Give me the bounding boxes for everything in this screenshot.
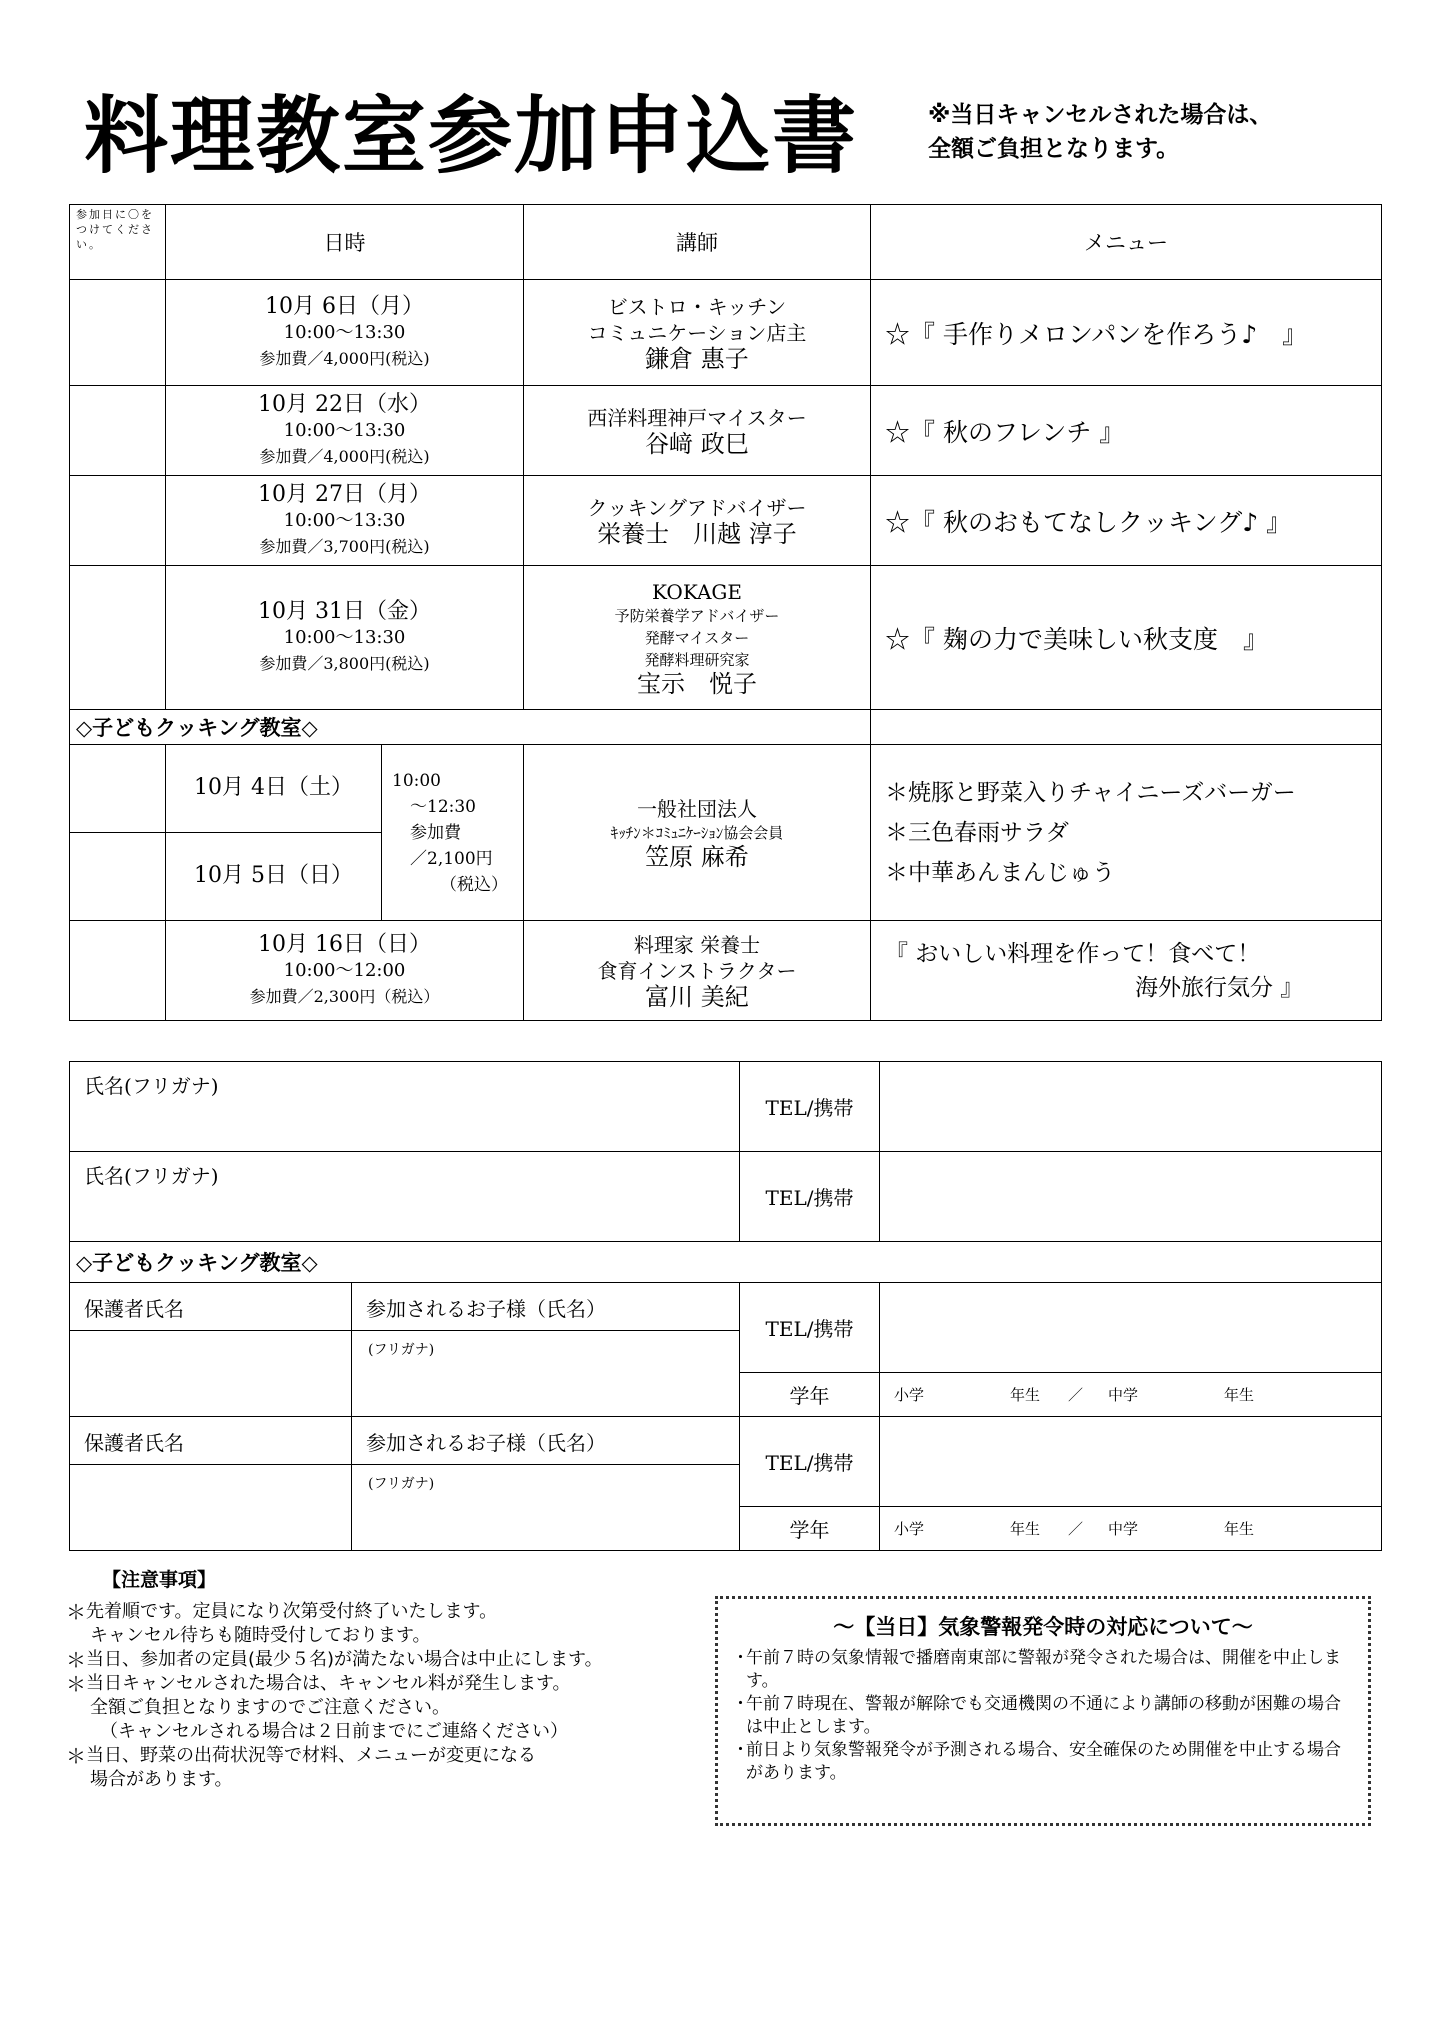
bullet-icon: ・ [732, 1648, 749, 1668]
furigana-label: (フリガナ) [368, 1342, 435, 1358]
application-form [69, 1061, 1382, 1551]
menu-header: メニュー [871, 205, 1382, 280]
special-menu-line: 『 おいしい料理を作って！食べて！ [885, 940, 1261, 967]
asterisk-icon: ＊ [66, 1648, 86, 1672]
class-fee: 参加費／4,000円(税込) [259, 348, 430, 368]
class-datetime [166, 476, 524, 566]
class-row [70, 280, 1382, 386]
class-date: 10月 31日（金） [258, 598, 431, 624]
note-item [66, 1768, 706, 1792]
weather-text: 前日より気象警報発令が予測される場合、安全確保のため開催を中止する場合があります。 [746, 1740, 1341, 1783]
page-title: 料理教室参加申込書 [84, 87, 859, 185]
class-date: 10月 27日（月） [258, 481, 431, 507]
instructor-title: クッキングアドバイザー [587, 495, 807, 520]
grade-field[interactable] [880, 1507, 1382, 1551]
instructor-name: 鎌倉 惠子 [645, 344, 749, 373]
bullet-icon: ・ [732, 1694, 749, 1714]
instructor-title: 料理家 栄養士 [633, 932, 761, 957]
class-fee: 参加費／3,800円(税込) [259, 653, 430, 673]
check-cell[interactable] [70, 386, 166, 476]
form-kids-section-title: ◇子どもクッキング教室◇ [70, 1242, 1382, 1283]
special-date: 10月 16日（日） [258, 931, 431, 957]
grade-field[interactable] [880, 1373, 1382, 1417]
grade-junior: 中学 [1108, 1386, 1139, 1404]
child-name-field[interactable] [352, 1465, 740, 1551]
note-item [66, 1600, 706, 1624]
class-time: 10:00〜13:30 [283, 626, 406, 648]
check-cell[interactable] [70, 566, 166, 710]
instructor-name: 富川 美紀 [645, 982, 749, 1011]
cancel-note [928, 98, 1272, 166]
name-field[interactable] [70, 1062, 740, 1152]
schedule-table [69, 204, 1382, 1021]
kids-date [166, 833, 382, 921]
special-datetime [166, 921, 524, 1021]
special-menu [871, 921, 1382, 1021]
tel-label: TEL/携帯 [740, 1062, 880, 1152]
class-instructor [524, 386, 871, 476]
note-text: 当日キャンセルされた場合は、キャンセル料が発生します。 [86, 1673, 571, 1694]
special-row [70, 921, 1382, 1021]
asterisk-icon: ＊ [66, 1600, 86, 1624]
adult-row [70, 1152, 1382, 1242]
grade-label: 学年 [740, 1373, 880, 1417]
name-label: 氏名(フリガナ) [84, 1164, 219, 1188]
kids-section-title: ◇子どもクッキング教室◇ [70, 710, 871, 745]
note-text: 全額ご負担となりますのでご注意ください。 [90, 1697, 450, 1718]
tel-label: TEL/携帯 [740, 1417, 880, 1507]
grade-year: 年生 [1010, 1520, 1041, 1538]
special-fee: 参加費／2,300円（税込） [249, 986, 440, 1006]
class-instructor [524, 280, 871, 386]
instructor-title: 予防栄養学アドバイザー [614, 606, 780, 625]
kids-fee: （税込） [440, 874, 508, 895]
instructor-title: 一般社団法人 [637, 796, 757, 821]
check-cell[interactable] [70, 921, 166, 1021]
cancel-note-line: 全額ご負担となります。 [928, 136, 1180, 162]
special-menu-line: 海外旅行気分 』 [1135, 974, 1304, 1001]
grade-elementary: 小学 [894, 1386, 925, 1404]
check-header: 参加日に〇をつけてください。 [70, 205, 166, 280]
check-cell[interactable] [70, 476, 166, 566]
kids-section-row [70, 710, 1382, 745]
blank-cell [871, 710, 1382, 745]
kids-menu-item: ＊焼豚と野菜入りチャイニーズバーガー [885, 779, 1296, 806]
note-item [66, 1648, 706, 1672]
notes-heading: 【注意事項】 [102, 1569, 217, 1591]
kids-form-row [70, 1283, 1382, 1331]
weather-item [732, 1739, 1354, 1785]
class-datetime [166, 280, 524, 386]
class-menu: ☆『 手作りメロンパンを作ろう♪ 』 [871, 280, 1382, 386]
class-time: 10:00〜13:30 [283, 509, 406, 531]
instructor-title: 西洋料理神戸マイスター [587, 405, 807, 430]
tel-label: TEL/携帯 [740, 1283, 880, 1373]
kids-row [70, 745, 1382, 833]
instructor-title: ｷｯﾁﾝ＊ｺﾐｭﾆｹｰｼｮﾝ協会会員 [610, 823, 784, 842]
instructor-name: 笠原 麻希 [645, 842, 749, 871]
class-datetime [166, 566, 524, 710]
kids-fee: 参加費 [410, 822, 461, 843]
instructor-name: 谷﨑 政巳 [645, 429, 749, 458]
grade-junior: 中学 [1108, 1520, 1139, 1538]
class-row [70, 476, 1382, 566]
name-field[interactable] [70, 1152, 740, 1242]
furigana-label: (フリガナ) [368, 1476, 435, 1492]
note-text: （キャンセルされる場合は２日前までにご連絡ください） [100, 1721, 568, 1742]
check-cell[interactable] [70, 280, 166, 386]
adult-row [70, 1062, 1382, 1152]
weather-warning-box [715, 1596, 1371, 1826]
check-cell[interactable] [70, 745, 166, 833]
child-label: 参加されるお子様（氏名） [352, 1417, 740, 1465]
weather-item [732, 1647, 1354, 1693]
instructor-header: 講師 [524, 205, 871, 280]
class-fee: 参加費／3,700円(税込) [259, 536, 430, 556]
bullet-icon: ・ [732, 1740, 749, 1760]
weather-title: 〜【当日】気象警報発令時の対応について〜 [833, 1615, 1253, 1639]
note-item [66, 1744, 706, 1768]
tel-label: TEL/携帯 [740, 1152, 880, 1242]
class-menu: ☆『 麹の力で美味しい秋支度 』 [871, 566, 1382, 710]
check-cell[interactable] [70, 833, 166, 921]
name-label: 氏名(フリガナ) [84, 1074, 219, 1098]
instructor-title: KOKAGE [652, 579, 742, 604]
special-instructor [524, 921, 871, 1021]
note-text: 場合があります。 [90, 1769, 233, 1790]
cancel-note-line: ※当日キャンセルされた場合は、 [928, 102, 1273, 128]
note-item [66, 1672, 706, 1696]
instructor-title: コミュニケーション店主 [587, 320, 807, 345]
kids-fee: ／2,100円 [410, 848, 493, 869]
class-row [70, 386, 1382, 476]
kids-time: 10:00 [392, 770, 441, 791]
class-date: 10月 22日（水） [258, 391, 431, 417]
instructor-title: 発酵マイスター [644, 628, 750, 647]
guardian-name-field[interactable] [70, 1331, 352, 1417]
kids-menu-item: ＊中華あんまんじゅう [885, 859, 1115, 886]
class-menu: ☆『 秋のフレンチ 』 [871, 386, 1382, 476]
class-time: 10:00〜13:30 [283, 419, 406, 441]
instructor-name: 栄養士 川越 淳子 [597, 519, 797, 548]
kids-form-row [70, 1417, 1382, 1465]
kids-menu [871, 745, 1382, 921]
child-name-field[interactable] [352, 1331, 740, 1417]
grade-separator: ／ [1068, 1520, 1084, 1538]
kids-time-fee [382, 745, 524, 921]
child-label: 参加されるお子様（氏名） [352, 1283, 740, 1331]
asterisk-icon: ＊ [66, 1744, 86, 1768]
grade-elementary: 小学 [894, 1520, 925, 1538]
grade-label: 学年 [740, 1507, 880, 1551]
class-date: 10月 6日（月） [265, 293, 424, 319]
tel-field[interactable] [880, 1152, 1382, 1242]
guardian-name-field[interactable] [70, 1465, 352, 1551]
schedule-header-row [70, 205, 1382, 280]
weather-item [732, 1693, 1354, 1739]
instructor-title: 発酵料理研究家 [644, 650, 750, 669]
asterisk-icon: ＊ [66, 1672, 86, 1696]
note-text: 当日、野菜の出荷状況等で材料、メニューが変更になる [86, 1745, 536, 1766]
weather-text: 午前７時現在、警報が解除でも交通機関の不通により講師の移動が困難の場合は中止とします。 [746, 1694, 1341, 1737]
grade-year: 年生 [1224, 1520, 1255, 1538]
weather-text: 午前７時の気象情報で播磨南東部に警報が発令された場合は、開催を中止します。 [746, 1648, 1341, 1691]
class-fee: 参加費／4,000円(税込) [259, 446, 430, 466]
tel-field[interactable] [880, 1417, 1382, 1507]
note-item [66, 1720, 706, 1744]
kids-instructor [524, 745, 871, 921]
guardian-label: 保護者氏名 [70, 1417, 352, 1465]
class-row [70, 566, 1382, 710]
grade-year: 年生 [1224, 1386, 1255, 1404]
class-instructor [524, 476, 871, 566]
tel-field[interactable] [880, 1062, 1382, 1152]
tel-field[interactable] [880, 1283, 1382, 1373]
note-text: キャンセル待ちも随時受付しております。 [90, 1625, 431, 1646]
instructor-title: 食育インストラクター [597, 958, 797, 983]
kids-date [166, 745, 382, 833]
class-time: 10:00〜13:30 [283, 321, 406, 343]
datetime-header: 日時 [166, 205, 524, 280]
class-datetime [166, 386, 524, 476]
kids-date-text: 10月 5日（日） [194, 863, 353, 888]
note-text: 先着順です。定員になり次第受付終了いたします。 [86, 1601, 498, 1622]
note-text: 当日、参加者の定員(最少５名)が満たない場合は中止にします。 [86, 1649, 603, 1670]
kids-date-text: 10月 4日（土） [194, 775, 353, 800]
kids-time: 〜12:30 [410, 796, 476, 817]
form-kids-section-row [70, 1242, 1382, 1283]
guardian-label: 保護者氏名 [70, 1283, 352, 1331]
note-item [66, 1624, 706, 1648]
grade-year: 年生 [1010, 1386, 1041, 1404]
class-menu: ☆『 秋のおもてなしクッキング♪ 』 [871, 476, 1382, 566]
class-instructor [524, 566, 871, 710]
note-item [66, 1696, 706, 1720]
notes-section [66, 1568, 706, 1792]
instructor-name: 宝示 悦子 [637, 669, 757, 698]
special-time: 10:00〜12:00 [283, 959, 406, 981]
instructor-title: ビストロ・キッチン [607, 294, 787, 319]
grade-separator: ／ [1068, 1386, 1084, 1404]
kids-menu-item: ＊三色春雨サラダ [885, 819, 1069, 846]
